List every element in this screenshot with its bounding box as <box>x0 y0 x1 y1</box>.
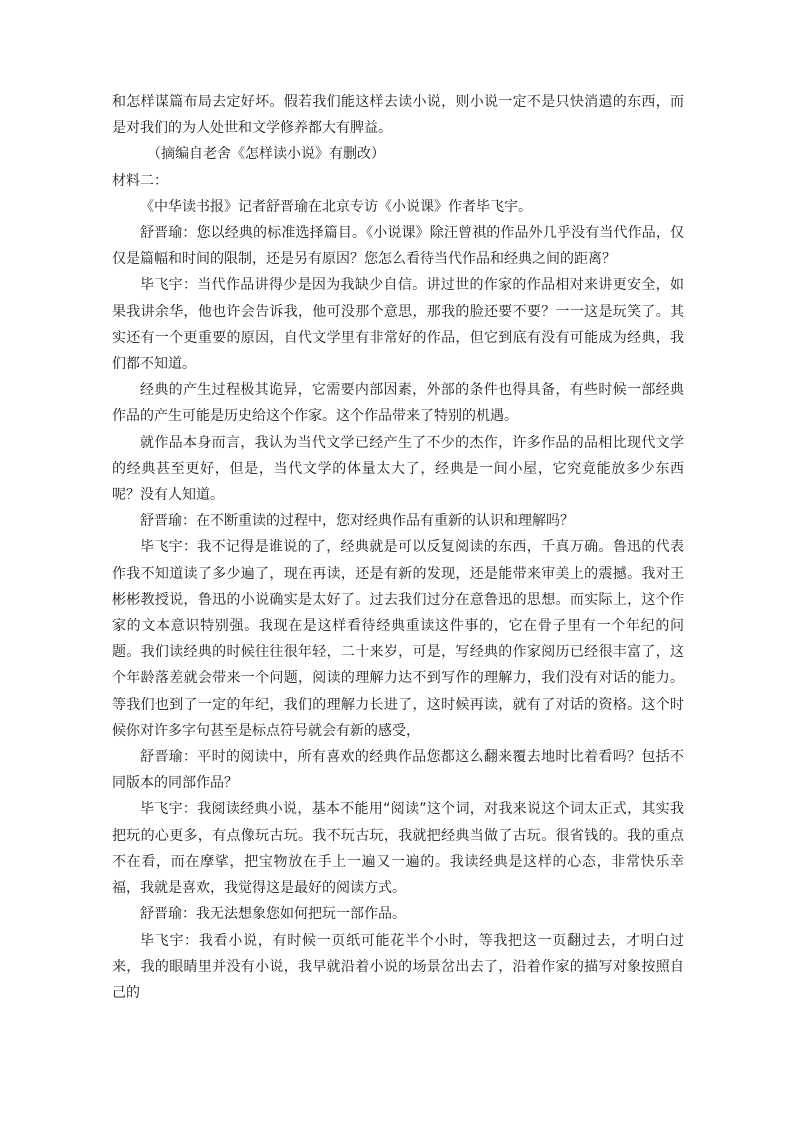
interview-question: 舒晋瑜：您以经典的标准选择篇目。《小说课》除汪曾祺的作品外几乎没有当代作品，仅仅是篇幅和时间的限制，还是另有原因？您怎么看待当代作品和经典之间的距离？ <box>112 225 684 268</box>
interview-question: 舒晋瑜：在不断重读的过程中，您对经典作品有重新的认识和理解吗？ <box>140 513 574 530</box>
interview-question: 舒晋瑜：我无法想象您如何把玩一部作品。 <box>140 906 406 923</box>
interview-answer: 毕飞宇：我看小说，有时候一页纸可能花半个小时，等我把这一页翻过去，才明白过来，我的眼睛里并没有小说，我早就沿着小说的场景岔出去了，沿着作家的描写对象按照自己的 <box>112 932 684 1001</box>
interview-intro: 《中华读书报》记者舒晋瑜在北京专访《小说课》作者毕飞宇。 <box>140 198 532 215</box>
document-page <box>112 89 684 1006</box>
interview-answer: 毕飞宇：当代作品讲得少是因为我缺少自信。讲过世的作家的作品相对来讲更安全，如果我讲余华，他也许会告诉我，他可没那个意思，那我的脸还要不要？一一这是玩笑了。其实还有一个更重要的原因，自代文学里有非常好的作品，但它到底有没有可能成为经典，我们都不知道。 <box>112 277 684 373</box>
interview-question: 舒晋瑜：平时的阅读中，所有喜欢的经典作品您都这么翻来覆去地时比着看吗？包括不同版本的同部作品？ <box>112 749 684 792</box>
paragraph-continuation: 和怎样谋篇布局去定好坏。假若我们能这样去读小说，则小说一定不是只快消遣的东西，而是对我们的为人处世和文学修养都大有脾益。 <box>112 94 684 137</box>
interview-answer: 经典的产生过程极其诡异，它需要内部因素，外部的条件也得具备，有些时候一部经典作品的产生可能是历史给这个作家。这个作品带来了特别的机遇。 <box>112 382 684 425</box>
material-two-heading: 材料二： <box>112 172 168 189</box>
interview-answer: 毕飞宇：我不记得是谁说的了，经典就是可以反复阅读的东西，千真万确。鲁迅的代表作我不知道读了多少遍了，现在再读，还是有新的发现，还是能带来审美上的震撼。我对王彬彬教授说，鲁迅的小说确实是太好了。过去我们过分在意鲁迅的思想。而实际上，这个作家的文本意识特别强。我现在是这样看待经典重读这件事的，它在骨子里有一个年纪的问题。我们读经典的时候往往很年轻，二十来岁，可是，写经典的作家阅历已经很丰富了，这个年龄落差就会带来一个问题，阅读的理解力达不到写作的理解力，我们没有对话的能力。等我们也到了一定的年纪，我们的理解力长进了，这时候再读，就有了对话的资格。这个时候你对许多字句甚至是标点符号就会有新的感受， <box>112 539 684 739</box>
source-citation: （摘编自老舍《怎样读小说》有删改） <box>147 146 385 163</box>
interview-answer: 就作品本身而言，我认为当代文学已经产生了不少的杰作，许多作品的品相比现代文学的经典甚至更好，但是，当代文学的体量太大了，经典是一间小屋，它究竟能放多少东西呢？没有人知道。 <box>112 434 684 504</box>
interview-answer: 毕飞宇：我阅读经典小说，基本不能用“阅读”这个词，对我来说这个词太正式，其实我把玩的心更多，有点像玩古玩。我不玩古玩，我就把经典当做了古玩。很省钱的。我的重点不在看，而在摩挲，把宝物放在手上一遍又一遍的。我读经典是这样的心态，非常快乐幸福，我就是喜欢，我觉得这是最好的阅读方式。 <box>112 801 684 897</box>
